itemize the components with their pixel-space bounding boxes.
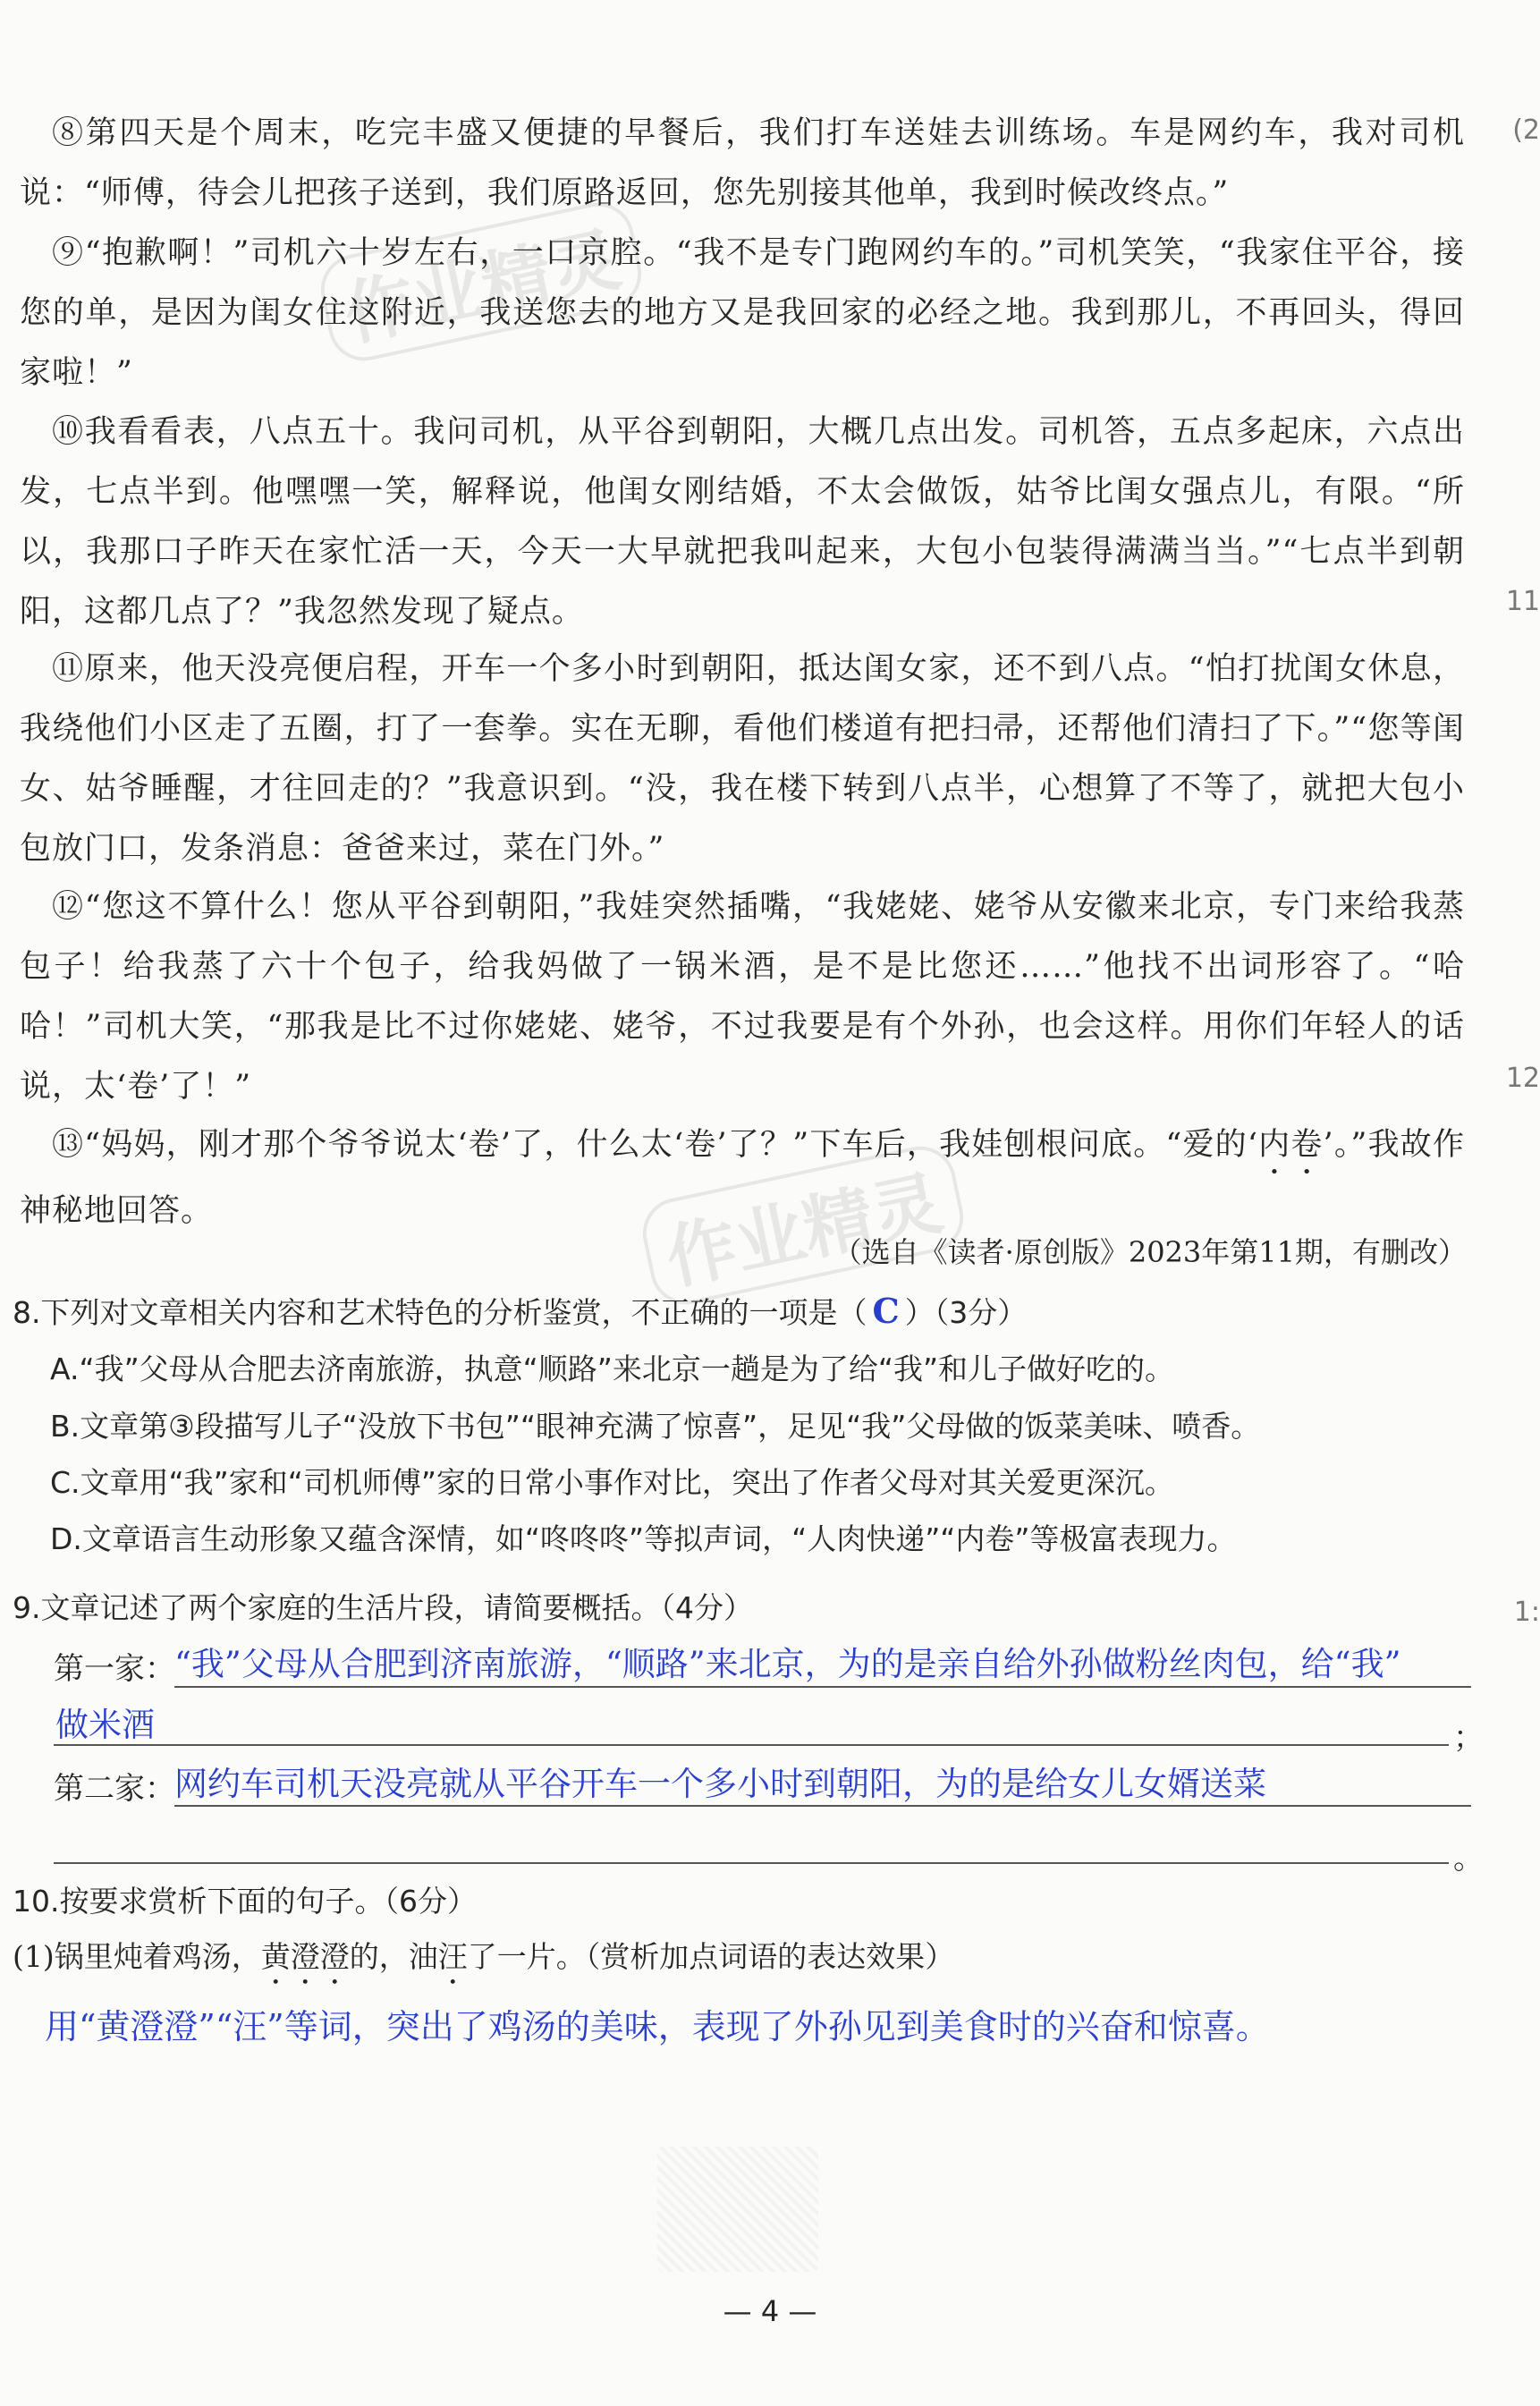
question-8-option-a: A.“我”父母从合肥去济南旅游，执意“顺路”来北京一趟是为了给“我”和儿子做好吃的。 xyxy=(50,1351,1175,1386)
question-8-option-b: B.文章第③段描写儿子“没放下书包”“眼神充满了惊喜”，足见“我”父母做的饭菜美味、喷香。 xyxy=(50,1409,1261,1444)
margin-mark: 1: xyxy=(1513,1597,1540,1628)
passage-paragraph-10: ⑩我看看表，八点五十。我问司机，从平谷到朝阳，大概几点出发。司机答，五点多起床，六点出发，七点半到。他嘿嘿一笑，解释说，他闺女刚结婚，不太会做饭，姑爷比闺女强点儿，有限。“所以，我那口子昨天在家忙活一天，今天一大早就把我叫起来，大包小包装得满满当当。”“七点半到朝阳，这都几点了？”我忽然发现了疑点。 xyxy=(20,414,1465,630)
handwritten-answer-family2: 网约车司机天没亮就从平谷开车一个多小时到朝阳，为的是给女儿女婿送菜 xyxy=(174,1765,1266,1803)
question-8-option-d: D.文章语言生动形象又蕴含深情，如“咚咚咚”等拟声词，“人肉快递”“内卷”等极富表现力。 xyxy=(50,1521,1237,1556)
watermark-logo: 作业精灵 xyxy=(636,1139,969,1310)
question-text: (1)锅里炖着鸡汤， xyxy=(13,1939,261,1974)
answer-line xyxy=(54,1862,1449,1864)
question-text: 8.下列对文章相关内容和艺术特色的分析鉴赏，不正确的一项是（ xyxy=(13,1295,867,1330)
emphasized-word: 内卷 xyxy=(1257,1127,1324,1163)
answer-line-end: ； xyxy=(1453,1720,1484,1756)
faint-stamp xyxy=(657,2147,818,2272)
passage-paragraph-12: ⑫“您这不算什么！您从平谷到朝阳，”我娃突然插嘴，“我姥姥、姥爷从安徽来北京，专门来给我蒸包子！给我蒸了六十个包子，给我妈做了一锅米酒，是不是比您还……”他找不出词形容了。“哈哈！”司机大笑，“那我是比不过你姥姥、姥爷，不过我要是有个外孙，也会这样。用你们年轻人的话说，太‘卷’了！” xyxy=(20,889,1465,1105)
question-text: 了一片。（赏析加点词语的表达效果） xyxy=(467,1939,955,1974)
question-text: 的，油 xyxy=(349,1939,438,1974)
question-8-option-c: C.文章用“我”家和“司机师傅”家的日常小事作对比，突出了作者父母对其关爱更深沉。 xyxy=(50,1465,1174,1500)
watermark-logo: 作业精灵 xyxy=(314,196,647,367)
source-citation: （选自《读者·原创版》2023年第11期，有删改） xyxy=(833,1235,1467,1269)
emphasized-word: 汪 xyxy=(437,1939,468,1974)
answer-line-end: 。 xyxy=(1453,1841,1484,1877)
margin-mark: (2 xyxy=(1512,114,1540,146)
question-10-stem: 10.按要求赏析下面的句子。（6分） xyxy=(13,1884,477,1919)
handwritten-answer-q10: 用“黄澄澄”“汪”等词，突出了鸡汤的美味，表现了外孙见到美食时的兴奋和惊喜。 xyxy=(45,2007,1270,2046)
passage-paragraph-13 xyxy=(20,1115,1465,1241)
answer-line xyxy=(174,1686,1471,1688)
handwritten-answer-family1: “我”父母从合肥到济南旅游，“顺路”来北京，为的是亲自给外孙做粉丝肉包，给“我” xyxy=(174,1645,1401,1683)
answer-label-family2: 第二家： xyxy=(54,1771,175,1807)
emphasized-word: 黄澄澄 xyxy=(260,1939,350,1974)
page-number: — 4 — xyxy=(723,2294,817,2328)
margin-mark: 12 xyxy=(1505,1063,1540,1094)
paragraph-text: ’。”我故作神秘地回答。 xyxy=(20,1127,1465,1229)
answer-line xyxy=(174,1805,1471,1807)
passage-paragraph-9: ⑨“抱歉啊！”司机六十岁左右，一口京腔。“我不是专门跑网约车的。”司机笑笑，“我家住平谷，接您的单，是因为闺女住这附近，我送您去的地方又是我回家的必经之地。我到那儿，不再回头，得回家啦！” xyxy=(20,235,1465,391)
handwritten-answer-family1-cont: 做米酒 xyxy=(55,1706,155,1744)
question-9-stem: 9.文章记述了两个家庭的生活片段，请简要概括。（4分） xyxy=(13,1590,753,1625)
handwritten-answer: C xyxy=(872,1291,900,1331)
question-10-sub1 xyxy=(13,1932,954,1992)
passage-paragraph-11: ⑪原来，他天没亮便启程，开车一个多小时到朝阳，抵达闺女家，还不到八点。“怕打扰闺女休息，我绕他们小区走了五圈，打了一套拳。实在无聊，看他们楼道有把扫帚，还帮他们清扫了下。”“您等闺女、姑爷睡醒，才往回走的？”我意识到。“没，我在楼下转到八点半，心想算了不等了，就把大包小包放门口，发条消息：爸爸来过，菜在门外。” xyxy=(20,651,1465,867)
question-8-stem xyxy=(13,1286,1027,1338)
answer-label-family1: 第一家： xyxy=(54,1651,175,1687)
answer-line xyxy=(54,1744,1449,1746)
paragraph-text: ⑬“妈妈，刚才那个爷爷说太‘卷’了，什么太‘卷’了？”下车后，我娃刨根问底。“爱的‘ xyxy=(52,1127,1258,1163)
question-text: ）（3分） xyxy=(904,1295,1028,1330)
margin-mark: 11 xyxy=(1505,586,1540,617)
passage-paragraph-8: ⑧第四天是个周末，吃完丰盛又便捷的早餐后，我们打车送娃去训练场。车是网约车，我对司机说：“师傅，待会儿把孩子送到，我们原路返回，您先别接其他单，我到时候改终点。” xyxy=(20,115,1465,211)
